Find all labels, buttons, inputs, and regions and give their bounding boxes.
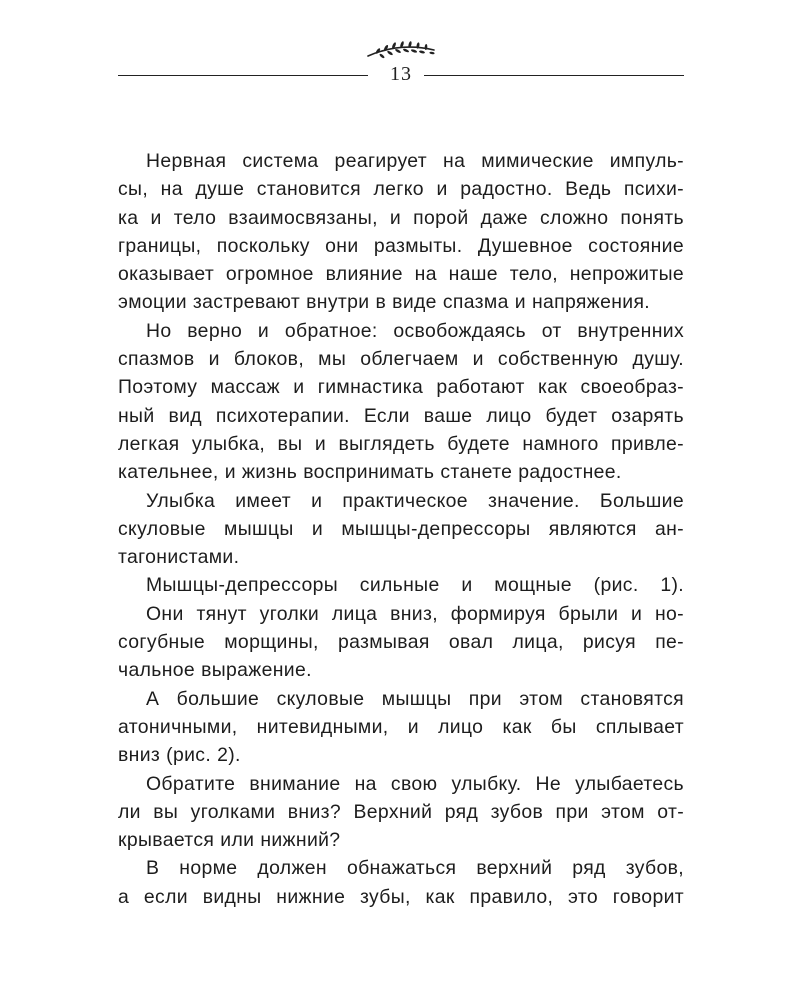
text-line: крывается или нижний?	[118, 829, 341, 852]
header-rule-left	[118, 75, 368, 76]
leafy-branch-icon	[364, 32, 438, 62]
text-line: ка и тело взаимосвязаны, и порой даже сложно понять	[118, 206, 684, 229]
paragraph	[118, 685, 684, 770]
paragraph	[118, 600, 684, 685]
text-line: ли вы уголками вниз? Верхний ряд зубов при этом от-	[118, 800, 684, 823]
text-line: Улыбка имеет и практическое значение. Большие	[146, 489, 684, 512]
text-line: сы, на душе становится легко и радостно. Ведь психи-	[118, 178, 684, 201]
paragraph	[118, 317, 684, 487]
text-line: границы, поскольку они размыты. Душевное состояние	[118, 234, 684, 257]
text-line: атоничными, нитевидными, и лицо как бы сплывает	[118, 715, 684, 738]
text-line: согубные морщины, размывая овал лица, рисуя пе-	[118, 631, 684, 654]
text-line: вниз (рис. 2).	[118, 744, 241, 767]
text-line: легкая улыбка, вы и выглядеть будете намного привле-	[118, 432, 684, 455]
paragraph	[118, 770, 684, 855]
text-line: ный вид психотерапии. Если ваше лицо будет озарять	[118, 404, 684, 427]
text-line: тагонистами.	[118, 546, 240, 569]
text-line: чальное выражение.	[118, 659, 312, 682]
text-line: а если видны нижние зубы, как правило, это говорит	[118, 885, 684, 908]
text-line: Обратите внимание на свою улыбку. Не улыбаетесь	[146, 772, 684, 795]
paragraph	[118, 487, 684, 572]
text-line: Мышцы-депрессоры сильные и мощные (рис. 1).	[146, 574, 684, 597]
text-line: оказывает огромное влияние на наше тело, непрожитые	[118, 263, 684, 286]
text-line: скуловые мышцы и мышцы-депрессоры являются ан-	[118, 517, 684, 540]
page-header	[118, 30, 684, 92]
page-number: 13	[390, 63, 412, 85]
header-rule-right	[424, 75, 684, 76]
text-line: спазмов и блоков, мы облегчаем и собственную душу.	[118, 348, 684, 371]
text-line: Они тянут уголки лица вниз, формируя брыли и но-	[146, 602, 684, 625]
page-body	[118, 147, 684, 911]
text-line: эмоции застревают внутри в виде спазма и напряжения.	[118, 291, 651, 314]
paragraph	[118, 854, 684, 911]
text-line: Поэтому массаж и гимнастика работают как своеобраз-	[118, 376, 684, 399]
text-line: кательнее, и жизнь воспринимать станете радостнее.	[118, 461, 622, 484]
text-line: А большие скуловые мышцы при этом становятся	[146, 687, 684, 710]
paragraph	[118, 147, 684, 317]
text-line: В норме должен обнажаться верхний ряд зубов,	[146, 857, 684, 880]
text-line: Нервная система реагирует на мимические импуль-	[146, 150, 684, 172]
text-line: Но верно и обратное: освобождаясь от внутренних	[146, 319, 684, 342]
paragraph	[118, 571, 684, 599]
